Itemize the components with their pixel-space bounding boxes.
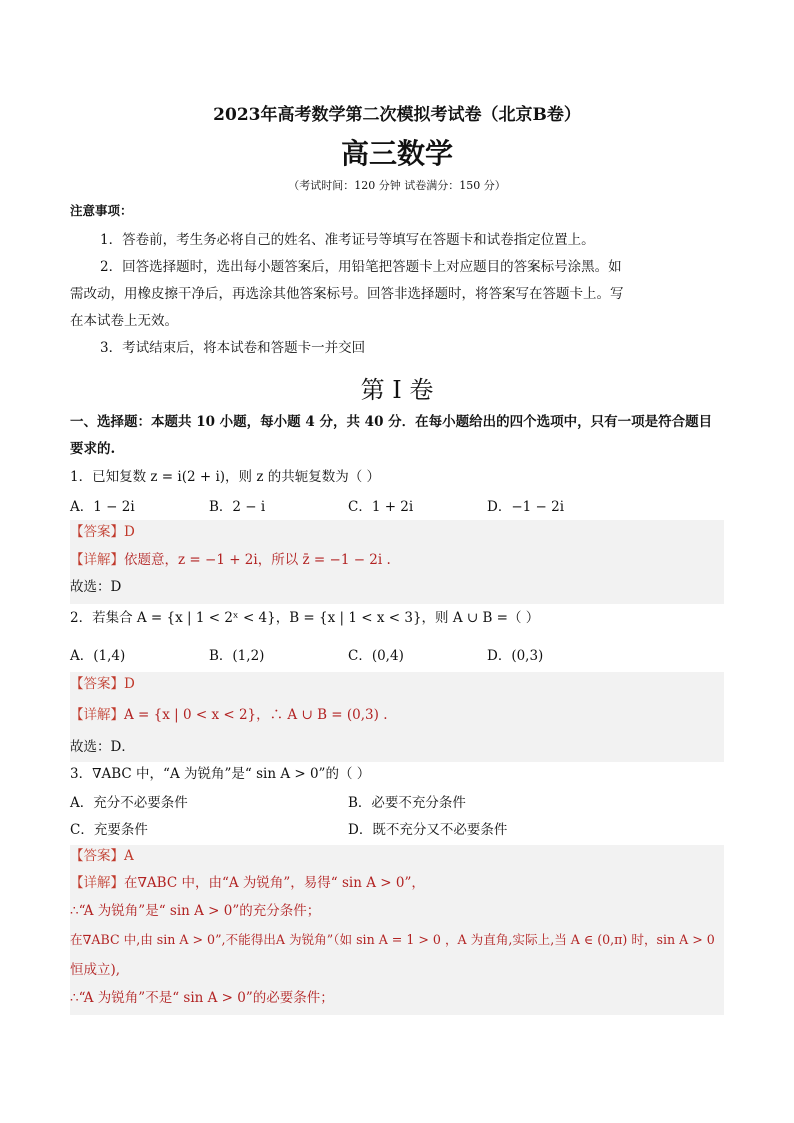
q1-option-a: A．1 − 2i: [70, 499, 135, 515]
q2-answer: [70, 674, 135, 694]
q2-option-c: C．(0,4): [348, 648, 404, 664]
q3-detail-line: ∴“A 为锐角”不是“ sin A > 0”的必要条件；: [70, 990, 334, 1006]
q3-detail-line: ∴“A 为锐角”是“ sin A > 0”的充分条件；: [70, 903, 321, 919]
detail-text: 在∇ABC 中，由“A 为锐角”，易得“ sin A > 0”，: [124, 875, 425, 891]
exam-title: 2023年高考数学第二次模拟考试卷（北京B卷）: [213, 105, 581, 125]
answer-tag: 【答案】: [70, 676, 124, 692]
q3-answer: [70, 846, 134, 866]
q2-detail: [70, 705, 387, 725]
notice-item: 3．考试结束后，将本试卷和答题卡一并交回: [100, 340, 366, 356]
q1-choose: 故选：D: [70, 579, 122, 595]
q2-option-d: D．(0,3): [487, 648, 544, 664]
question-2-stem: 2．若集合 A = {x | 1 < 2ˣ < 4}，B = {x | 1 < x < 3}，则 A ∪ B =（ ）: [70, 610, 540, 626]
answer-tag: 【答案】: [70, 848, 124, 864]
q3-detail-line: 恒成立),: [70, 962, 121, 978]
q3-detail: [70, 873, 425, 893]
q2-option-a: A．(1,4): [70, 648, 126, 664]
section-heading-cont: 要求的.: [70, 441, 116, 457]
notice-item: 在本试卷上无效。: [70, 313, 178, 329]
answer-value: D: [124, 676, 135, 692]
question-1-stem: 1．已知复数 z = i(2 + i)，则 z 的共轭复数为（ ）: [70, 469, 381, 485]
notice-heading: 注意事项：: [70, 203, 133, 218]
answer-value: A: [124, 848, 134, 864]
notice-item: 2．回答选择题时，选出每小题答案后，用铅笔把答题卡上对应题目的答案标号涂黑。如: [100, 259, 622, 275]
q2-option-b: B．(1,2): [209, 648, 265, 664]
answer-value: D: [124, 524, 135, 540]
q2-choose: 故选：D．: [70, 739, 135, 755]
q1-option-d: D．−1 − 2i: [487, 499, 565, 515]
detail-tag: 【详解】: [70, 552, 124, 568]
answer-tag: 【答案】: [70, 524, 124, 540]
subject-title: 高三数学: [340, 137, 453, 170]
notice-item: 需改动，用橡皮擦干净后，再选涂其他答案标号。回答非选择题时，将答案写在答题卡上。写: [70, 286, 624, 302]
notice-item: 1．答卷前，考生务必将自己的姓名、准考证号等填写在答题卡和试卷指定位置上。: [100, 232, 595, 248]
detail-text: A = {x | 0 < x < 2}，∴ A ∪ B = (0,3) .: [124, 707, 388, 723]
q1-detail: [70, 550, 391, 570]
detail-tag: 【详解】: [70, 707, 124, 723]
q3-option-a: A．充分不必要条件: [70, 795, 188, 811]
q1-option-c: C．1 + 2i: [348, 499, 414, 515]
question-3-stem: 3．∇ABC 中，“A 为锐角”是“ sin A > 0”的（ ）: [70, 766, 371, 782]
detail-text: 依题意，z = −1 + 2i，所以 z̄ = −1 − 2i .: [124, 552, 391, 568]
part-title: 第 I 卷: [360, 376, 434, 404]
exam-info: （考试时间：120 分钟 试卷满分：150 分）: [288, 179, 506, 192]
q3-detail-line: 在∇ABC 中,由 sin A > 0”,不能得出A 为锐角”（如 sin A = 1 > 0 ，A 为直角,实际上,当 A ∈ (0,π) 时，sin A > 0: [70, 932, 715, 947]
q3-option-d: D．既不充分又不必要条件: [348, 822, 508, 838]
q1-option-b: B．2 − i: [209, 499, 266, 515]
q1-answer: [70, 522, 135, 542]
detail-tag: 【详解】: [70, 875, 124, 891]
q3-option-b: B．必要不充分条件: [348, 795, 466, 811]
section-heading: 一、选择题：本题共 10 小题，每小题 4 分，共 40 分．在每小题给出的四个选项中，只有一项是符合题目: [70, 414, 713, 430]
q3-option-c: C．充要条件: [70, 822, 148, 838]
